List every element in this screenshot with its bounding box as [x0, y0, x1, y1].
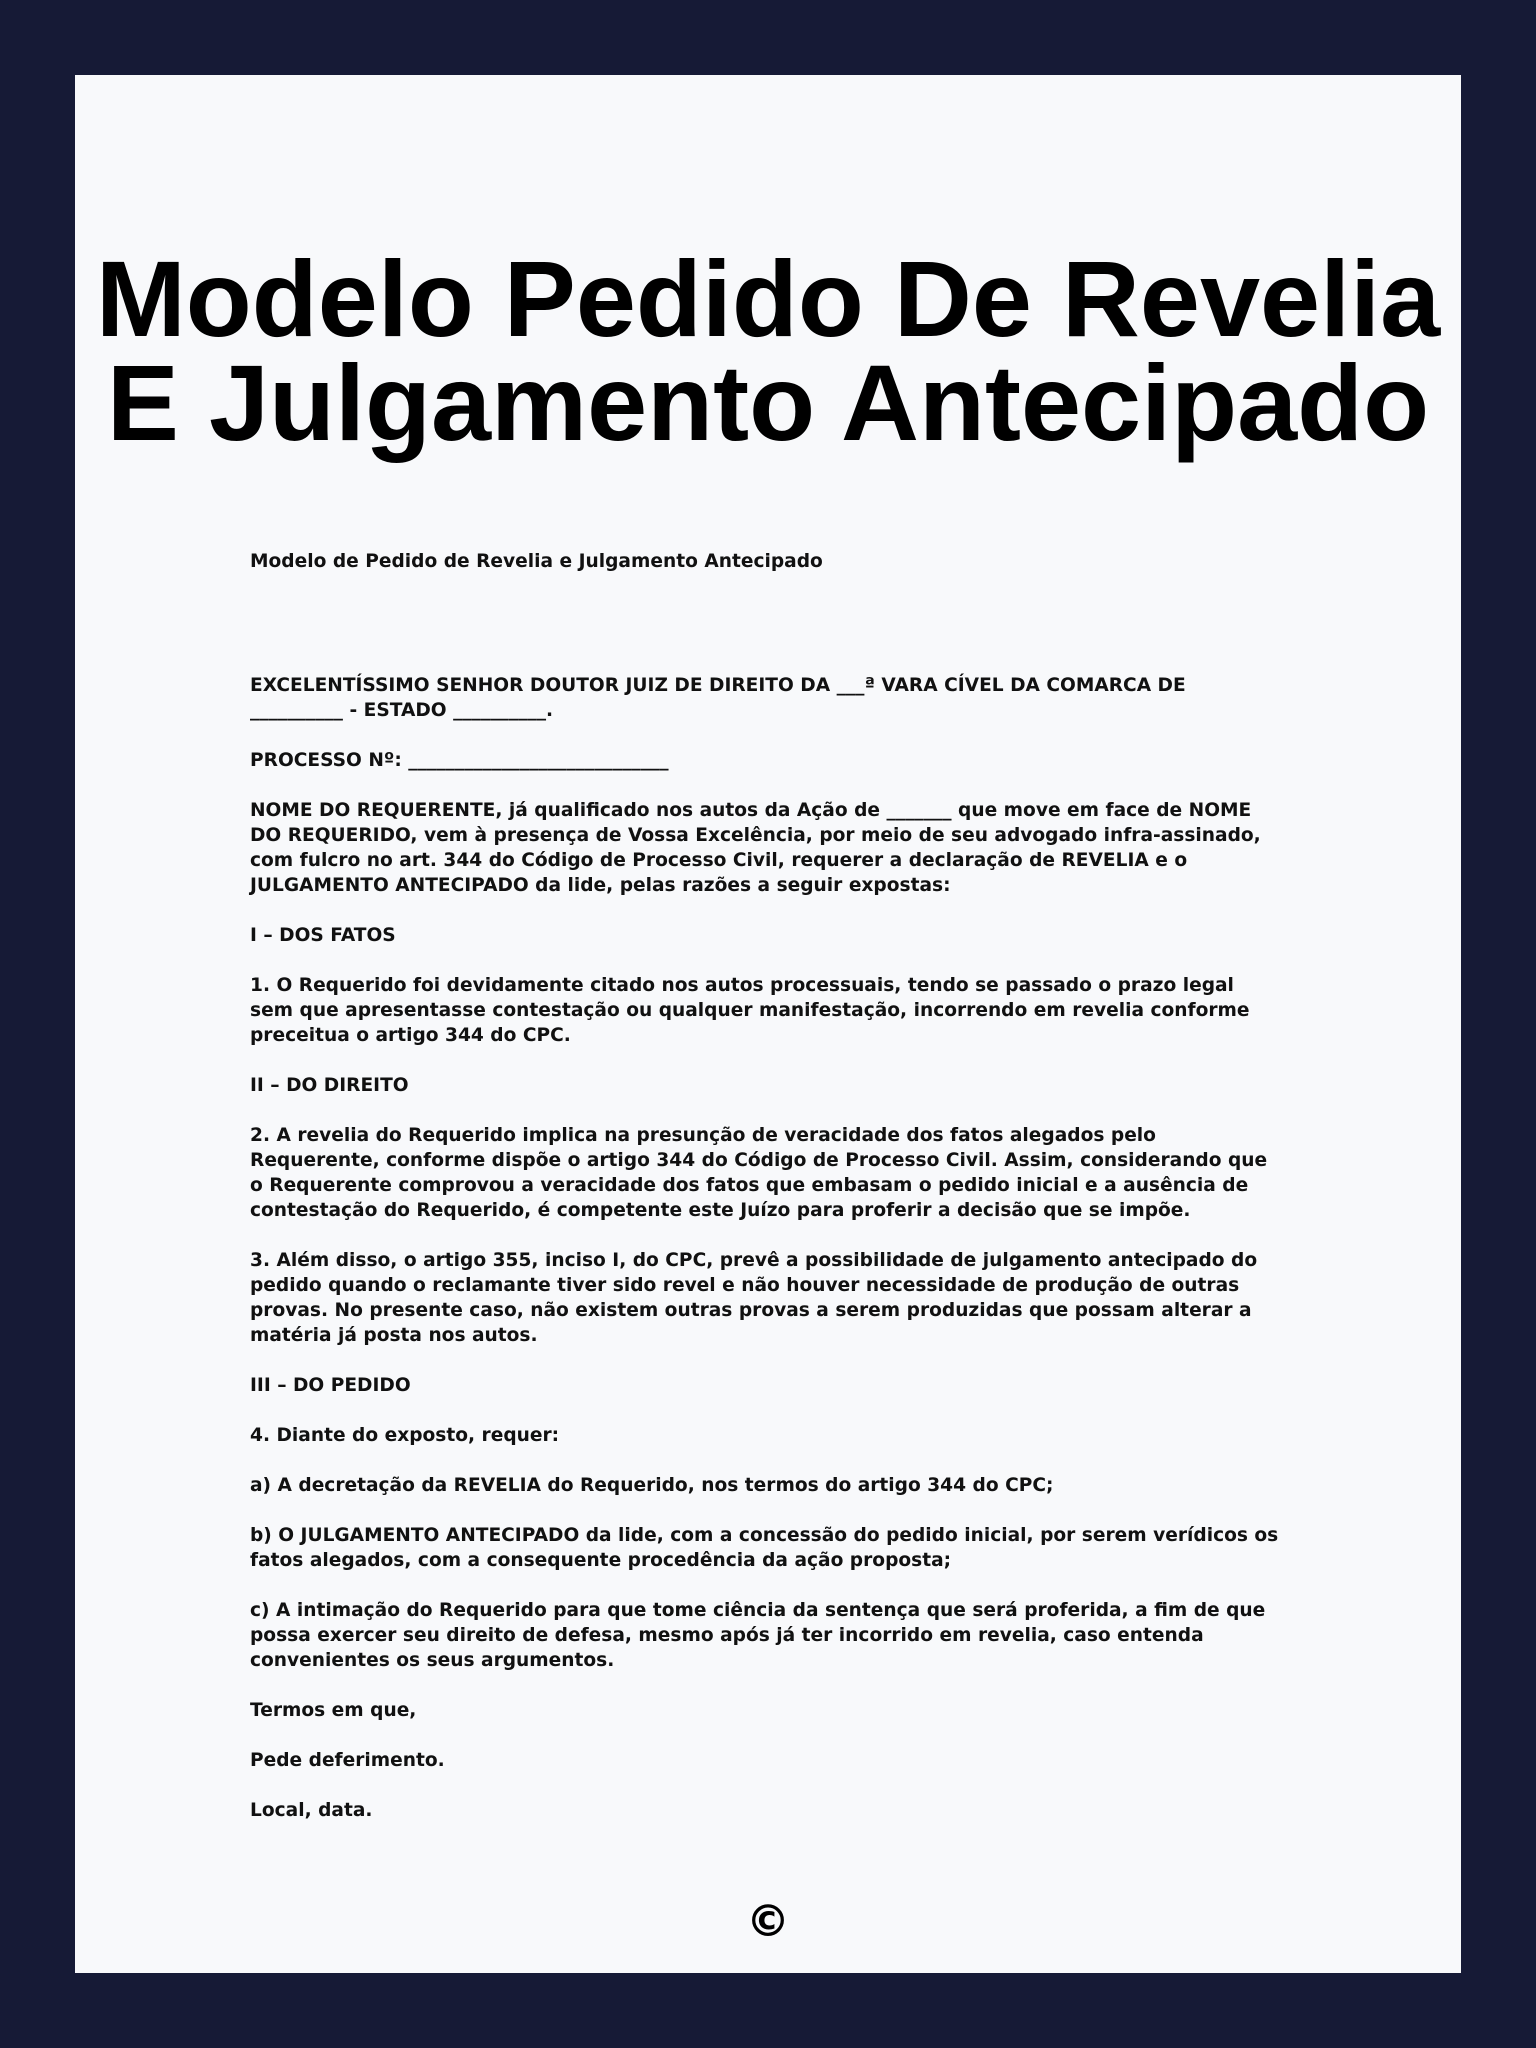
closing-terms: Termos em que,	[250, 1700, 417, 1721]
request-item-b: b) O JULGAMENTO ANTECIPADO da lide, com a concessão do pedido inicial, por serem verídicos os fatos alegados, com a consequente procedência da ação proposta;	[250, 1525, 1279, 1571]
request-paragraph: 4. Diante do exposto, requer:	[250, 1425, 560, 1446]
document-page	[75, 75, 1461, 1973]
document-body	[250, 549, 1280, 1848]
document-title: Modelo Pedido De Revelia E Julgamento Antecipado	[95, 238, 1441, 463]
court-address: EXCELENTÍSSIMO SENHOR DOUTOR JUIZ DE DIREITO DA ___ª VARA CÍVEL DA COMARCA DE __________ - ESTADO __________.	[250, 675, 1186, 721]
law-paragraph-1: 2. A revelia do Requerido implica na presunção de veracidade dos fatos alegados pelo Requerente, conforme dispõe o artigo 344 do Código de Processo Civil. Assim, considerando que o Requerente comprovou a veracidade dos fatos que embasam o pedido inicial e a ausência de contestação do Requerido, é competente este Juízo para proferir a decisão que se impõe.	[250, 1125, 1268, 1221]
request-item-c: c) A intimação do Requerido para que tome ciência da sentença que será proferida, a fim de que possa exercer seu direito de defesa, mesmo após já ter incorrido em revelia, caso entenda convenientes os seus argumentos.	[250, 1600, 1266, 1671]
section-heading-facts: I – DOS FATOS	[250, 925, 396, 946]
process-number: PROCESSO Nº: ____________________________	[250, 750, 669, 771]
intro-paragraph: NOME DO REQUERENTE, já qualificado nos autos da Ação de _______ que move em face de NOME DO REQUERIDO, vem à presença de Vossa Excelência, por meio de seu advogado infra-assinado, com fulcro no art. 344 do Código de Processo Civil, requerer a declaração de REVELIA e o JULGAMENTO ANTECIPADO da lide, pelas razões a seguir expostas:	[250, 800, 1261, 896]
law-paragraph-2: 3. Além disso, o artigo 355, inciso I, do CPC, prevê a possibilidade de julgamento antecipado do pedido quando o reclamante tiver sido revel e não houver necessidade de produção de outras provas. No presente caso, não existem outras provas a serem produzidas que possam alterar a matéria já posta nos autos.	[250, 1250, 1258, 1346]
facts-paragraph: 1. O Requerido foi devidamente citado nos autos processuais, tendo se passado o prazo legal sem que apresentasse contestação ou qualquer manifestação, incorrendo em revelia conforme preceitua o artigo 344 do CPC.	[250, 975, 1250, 1046]
closing-place-date: Local, data.	[250, 1800, 373, 1821]
copyright-icon: ©	[746, 1896, 790, 1947]
request-item-a: a) A decretação da REVELIA do Requerido, nos termos do artigo 344 do CPC;	[250, 1475, 1054, 1496]
document-subtitle: Modelo de Pedido de Revelia e Julgamento Antecipado	[250, 551, 823, 572]
section-heading-law: II – DO DIREITO	[250, 1075, 409, 1096]
closing-request: Pede deferimento.	[250, 1750, 445, 1771]
section-heading-request: III – DO PEDIDO	[250, 1375, 411, 1396]
